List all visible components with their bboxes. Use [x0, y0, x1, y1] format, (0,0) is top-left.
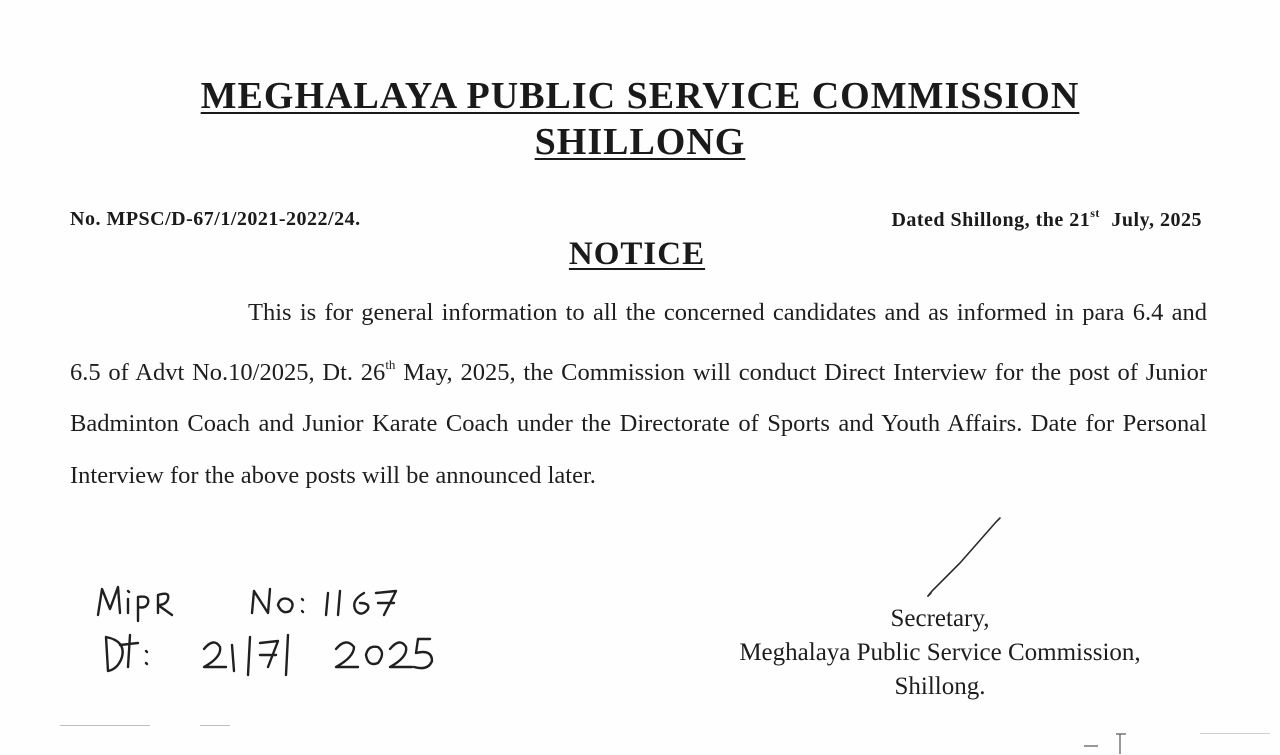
notice-body [70, 287, 1207, 501]
scan-artifact [60, 725, 150, 726]
organization-heading: MEGHALAYA PUBLIC SERVICE COMMISSION [200, 75, 1080, 117]
signature-mark [920, 515, 1010, 600]
notice-body-sup: th [385, 356, 396, 372]
handwritten-note [92, 575, 472, 685]
scan-artifact [1080, 732, 1140, 755]
signatory-block [690, 602, 1190, 704]
scan-artifact [1200, 733, 1270, 734]
dated-line [891, 206, 1202, 232]
notice-body-part1: This is for general information to all the concerned candidates and as informed in para 6.4 and 6.5 of Advt No.10/2025, Dt. 26 [70, 299, 1207, 386]
signatory-city: Shillong. [894, 673, 986, 700]
reference-number: No. MPSC/D-67/1/2021-2022/24. [70, 208, 361, 230]
notice-body-part2: May, 2025, the Commission will conduct Direct Interview for the post of Junior Badminton Coach and Junior Karate Coach under the Directorate of Sports and Youth Affairs. Date for Personal Interview for the above posts will be announced later. [70, 358, 1207, 489]
notice-title: NOTICE [568, 236, 706, 272]
dated-prefix: Dated Shillong, the [891, 209, 1064, 231]
dated-day: 21 [1069, 209, 1091, 231]
signatory-organization: Meghalaya Public Service Commission, [739, 639, 1141, 666]
scan-artifact [200, 725, 230, 726]
dated-month-year: July, 2025 [1111, 209, 1202, 231]
dated-day-suffix: st [1090, 206, 1100, 220]
city-heading: SHILLONG [534, 121, 746, 163]
signatory-designation: Secretary, [890, 605, 990, 632]
